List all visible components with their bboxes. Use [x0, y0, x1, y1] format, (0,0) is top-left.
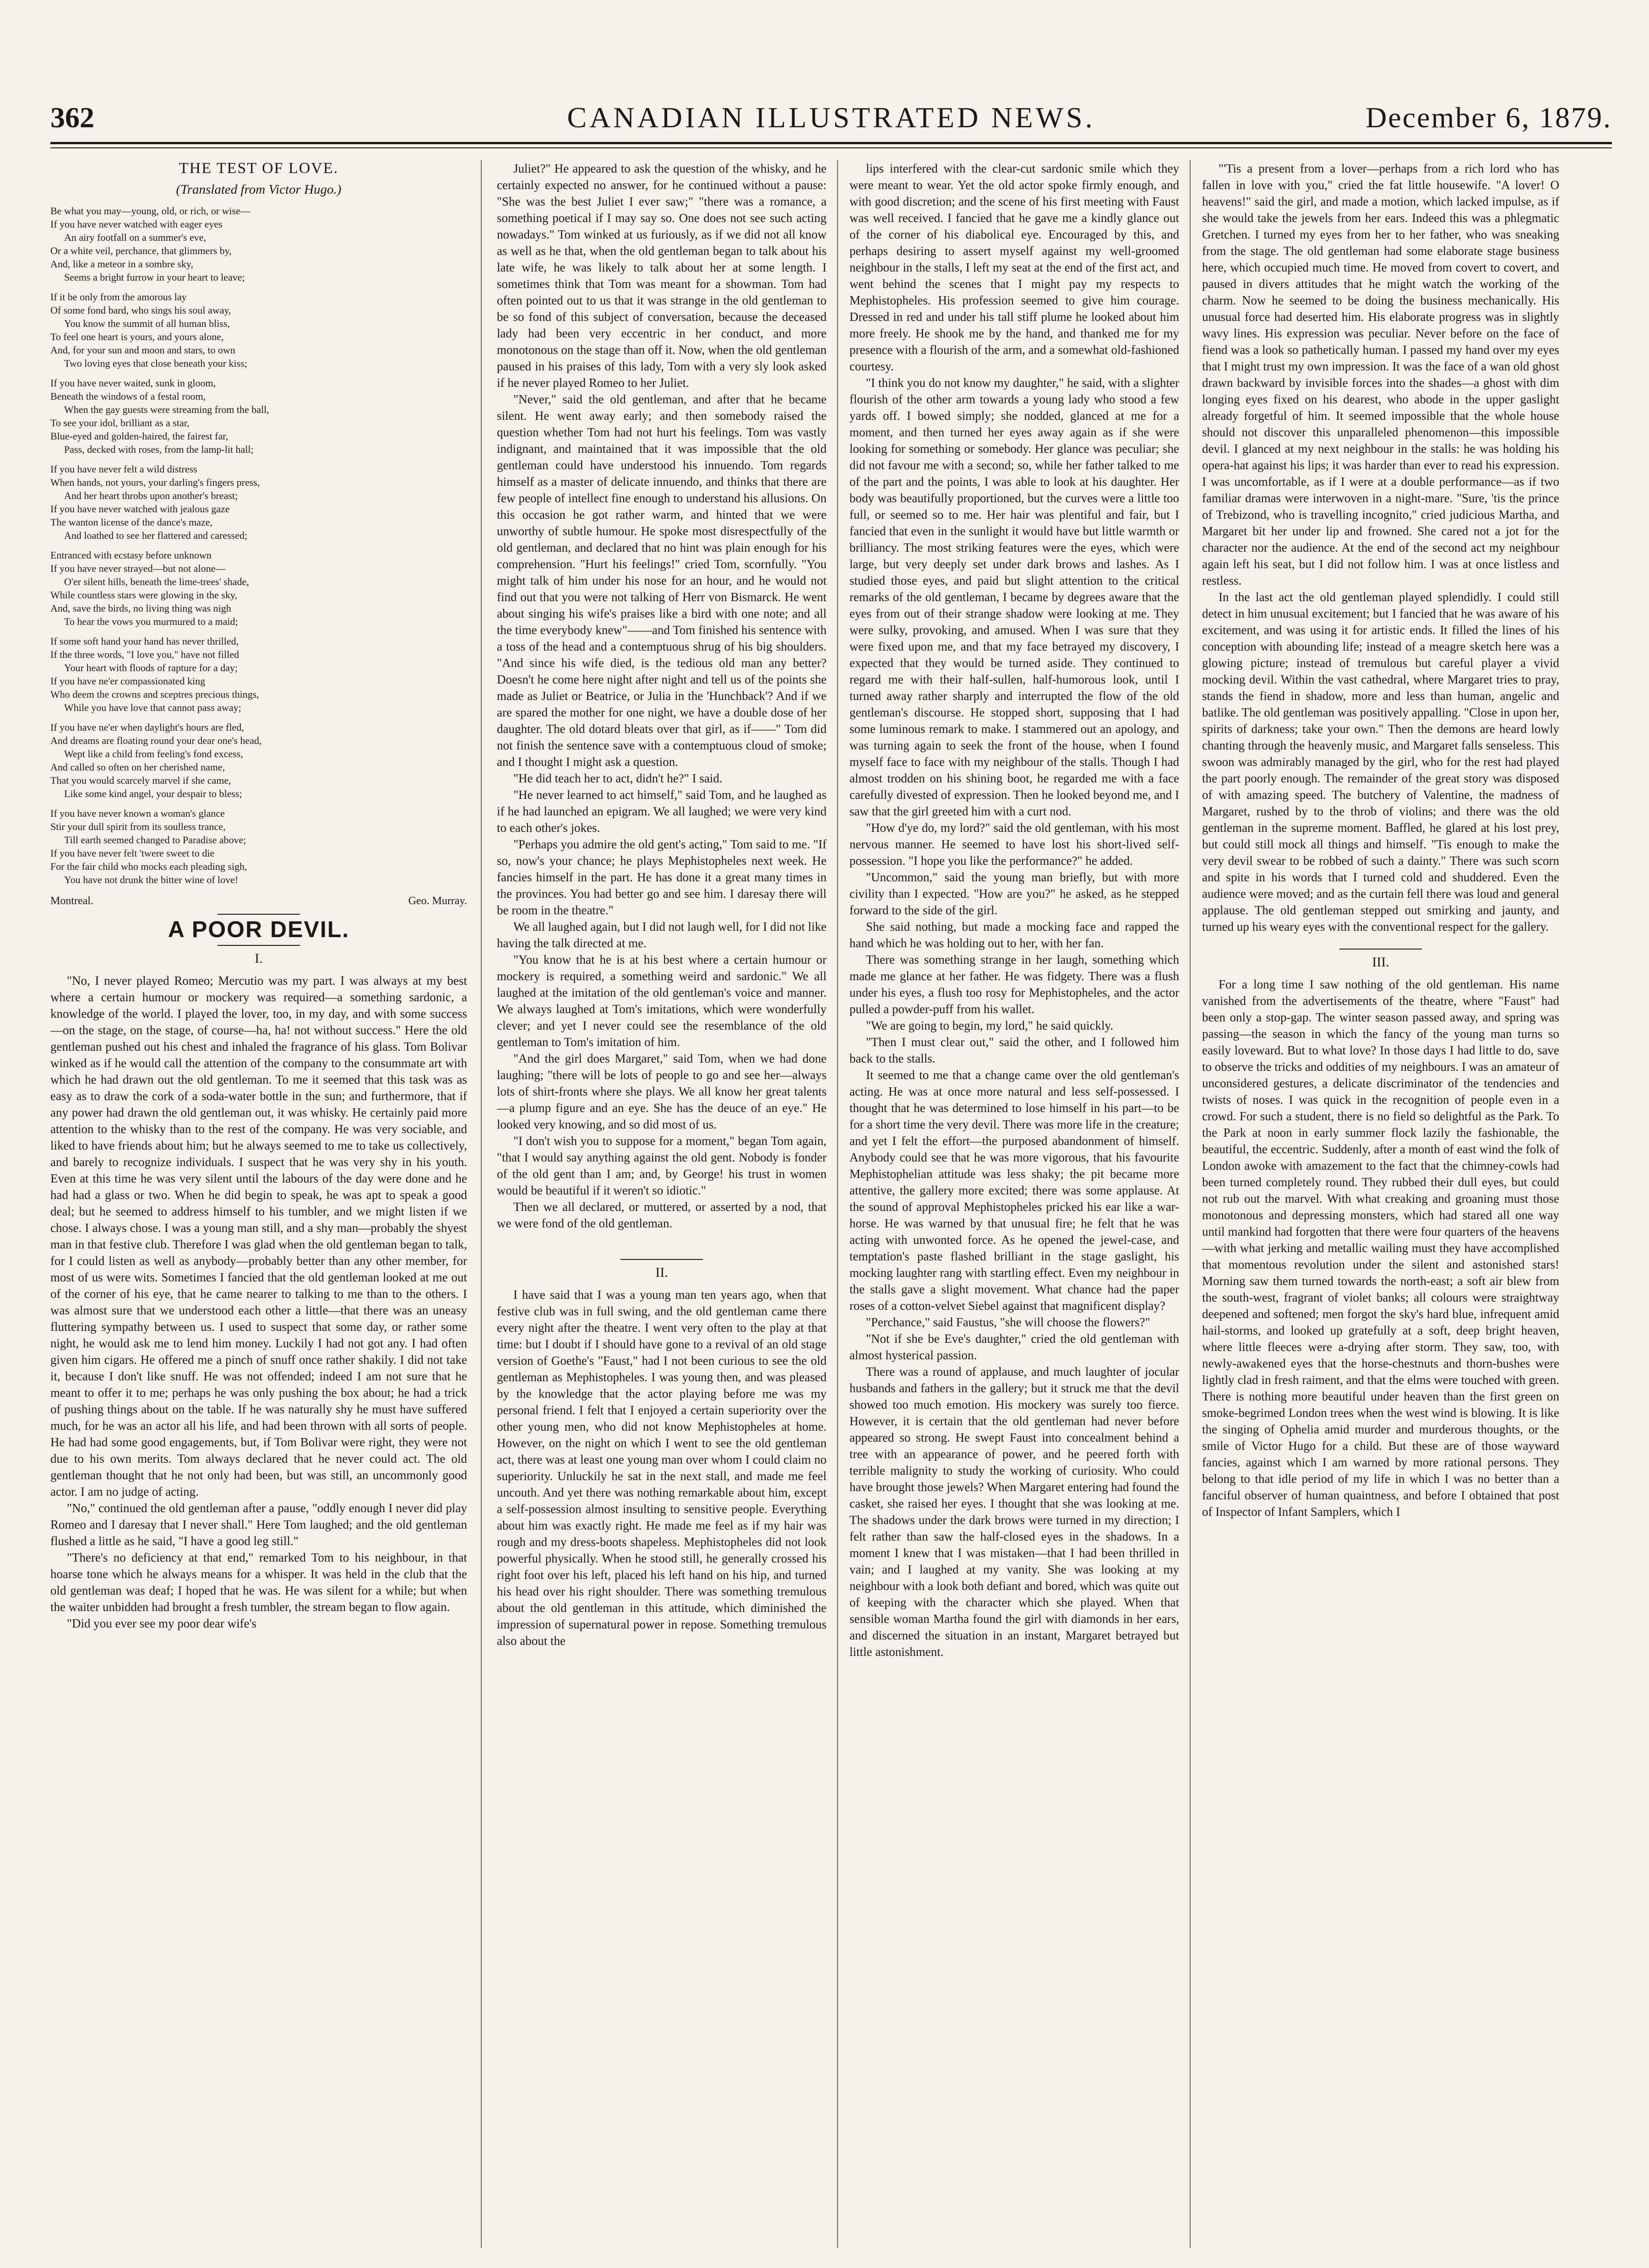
poem-line: While you have love that cannot pass away;	[64, 702, 241, 713]
column-2	[497, 160, 827, 2248]
poem-line: Blue-eyed and golden-haired, the fairest far,	[50, 430, 229, 442]
poem-line: If some soft hand your hand has never thrilled,	[50, 635, 239, 647]
poem-line: O'er silent hills, beneath the lime-trees' shade,	[64, 576, 249, 587]
paragraph: "No," continued the old gentleman after a pause, "oddly enough I never did play Romeo and I daresay that I never shall." Here Tom laughed; and the old gentleman flushed a little as he said, "I have a good leg still."	[50, 1501, 467, 1548]
paragraph: "And the girl does Margaret," said Tom, when we had done laughing; "there will be lots of people to go and see her—always lots of shirt-fronts where she plays. We all know her great talents—a plump figure and an eye. She has the deuce of an eye." He looked very knowing, and so did most of us.	[497, 1052, 827, 1131]
column-3	[849, 160, 1179, 2248]
publication-title: CANADIAN ILLUSTRATED NEWS.	[567, 101, 1095, 134]
separator-rule	[218, 945, 300, 946]
paragraph: "'Tis a present from a lover—perhaps from a rich lord who has fallen in love with you," cried the fat little housewife. "A lover! O heavens!" said the girl, and made a motion, which lacked impulse, as if she would take the jewels from her ears. Indeed this was a phlegmatic Gretchen. I turned my eyes from her to her father, who was sneaking from the stage. The old gentleman had some elaborate stage business here, which occupied much time. He moved from covert to covert, and paused in divers attitudes that he might watch the working of the charm. Now he seemed to be doing the business mechanically. His unusual force had deserted him. His elaborate progress was in slightly wavy lines. His expression was peculiar. Never before on the face of fiend was a look so pathetically human. I passed my hand over my eyes that I might trust my own impression. It was the face of a wan old ghost drawn backward by invisible forces into the shades—a ghost with dim longing eyes fixed on his dearest, who abode in the upper gaslight already forgetful of him. It seemed impossible that the whole house should not discover this unparalleled phenomenon—this impossible devil. I glanced at my next neighbour in the stalls: he was holding his opera-hat against his lips; it was harder than ever to read his expression. I was uncomfortable, as if I were at a double performance—as if two familiar dramas were interwoven in a night-mare. "Sure, 'tis the prince of Trebizond, who is travelling incognito," cried judicious Martha, and Margaret bit her under lip and frowned. She cared not a jot for the character nor the audience. At the end of the second act my neighbour again left his seat, but I did not follow him. I was at once listless and restless.	[1202, 162, 1559, 587]
poem-line: If you have never waited, sunk in gloom,	[50, 377, 216, 389]
issue-date: December 6, 1879.	[1366, 101, 1612, 134]
poem-line: While countless stars were glowing in the sky,	[50, 589, 237, 601]
poem-line: Who deem the crowns and sceptres precious things,	[50, 689, 259, 700]
paragraph: "How d'ye do, my lord?" said the old gentleman, with his most nervous manner. He seemed to have lost his short-lived self-possession. "I hope you like the performance?" he added.	[849, 821, 1179, 868]
poem-line: And her heart throbs upon another's breast;	[64, 490, 238, 501]
poem-line: If you have never felt a wild distress	[50, 463, 197, 475]
poem-line: If you have never watched with eager eyes	[50, 218, 223, 230]
paragraph: "Perhaps you admire the old gent's acting," Tom said to me. "If so, now's your chance; he plays Mephistopheles next week. He fancies himself in the part. He has done it a great many times in the provinces. You had better go and see him. I daresay there will be room in the theatre."	[497, 837, 827, 917]
paragraph: "I don't wish you to suppose for a moment," began Tom again, "that I would say anything against the old gent. Nobody is fonder of the old gent than I am; and, by George! his trust in women would be beautiful if it weren't so idiotic."	[497, 1134, 827, 1197]
paragraph: "Never," said the old gentleman, and after that he became silent. He went away early; and then somebody raised the question whether Tom had not hurt his feelings. Tom was vastly indignant, and maintained that it was impossible that the old gentleman could have understood his innuendo. Tom regards himself as a master of delicate innuendo, and thinks that there are few people of intellect fine enough to understand his allusions. On this occasion he got rather warm, and hinted that we were unworthy of subtle humour. He spoke most disrespectfully of the old gentleman, and declared that no hint was plain enough for his comprehension. "Hurt his feelings!" cried Tom, scornfully. "You might talk of him under his nose for an hour, and he would not find out that you were not talking of Herr von Bismarck. He went about singing his wife's praises like a bird with one note; and all the time everybody knew"——and Tom finished his sentence with a toss of the head and a contemptuous shrug of his big shoulders. "And since his wife died, is the tedious old man any better? Doesn't he come here night after night and tell us of the points she made as Juliet or Beatrice, or Julia in the 'Hunchback'? And if we are spared the mother for one night, we have a double dose of her daughter. The old dotard bleats over that girl, as if——" Tom did not finish the sentence save with a contemptuous cloud of smoke; and I thought I might ask a question.	[497, 392, 827, 769]
poem-line: To hear the vows you murmured to a maid;	[64, 616, 238, 627]
poem-stanza	[50, 548, 467, 628]
separator-rule	[1339, 949, 1422, 950]
poem-line: Entranced with ecstasy before unknown	[50, 549, 212, 561]
poem-line: For the fair child who mocks each pleading sigh,	[50, 861, 247, 872]
poem-line: Stir your dull spirit from its soulless trance,	[50, 821, 226, 832]
paragraph: "We are going to begin, my lord," he said quickly.	[866, 1019, 1113, 1032]
poem-line: Beneath the windows of a festal room,	[50, 391, 206, 402]
poem-title: THE TEST OF LOVE.	[179, 160, 339, 177]
poem-body	[50, 204, 467, 886]
paragraph: "You know that he is at his best where a certain humour or mockery is required, a something weird and sardonic." We all laughed at the imitation of the old gentleman's voice and manner. We always laughed at Tom's imitations, which were wonderfully clever; and yet I never could see the resemblance of the old gentleman to Tom's imitation of him.	[497, 953, 827, 1049]
poem-subtitle: (Translated from Victor Hugo.)	[176, 182, 342, 197]
poem-line: You know the summit of all human bliss,	[64, 318, 230, 329]
paragraph: "Uncommon," said the young man briefly, but with more civility than I expected. "How are you?" he asked, as he stepped forward to the side of the girl.	[849, 870, 1179, 917]
poem-line: Or a white veil, perchance, that glimmers by,	[50, 245, 232, 256]
paragraph: "Then I must clear out," said the other, and I followed him back to the stalls.	[849, 1035, 1179, 1065]
poem-place: Montreal.	[50, 895, 93, 907]
section-number-2: II.	[655, 1265, 668, 1280]
paragraph: "Did you ever see my poor dear wife's	[67, 1617, 257, 1630]
poem-line: And, like a meteor in a sombre sky,	[50, 258, 193, 270]
column-divider	[481, 160, 482, 2248]
column-1-text	[50, 972, 467, 1632]
poem-stanza	[50, 462, 467, 542]
poem-line: The wanton license of the dance's maze,	[50, 516, 212, 528]
paragraph: There was something strange in her laugh, something which made me glance at her father. He was fidgety. There was a flush under his eyes, a flush too rosy for Mephistopheles, and the actor pulled a powder-puff from his wallet.	[849, 953, 1179, 1016]
story-title: A POOR DEVIL.	[168, 917, 350, 942]
paragraph: For a long time I saw nothing of the old gentleman. His name vanished from the advertisements of the theatre, where "Faust" had been only a stop-gap. The winter season passed away, and spring was passing—the season in which the fancy of the young man turns so easily loveward. But to what love? In those days I had little to do, save to observe the tricks and oddities of my neighbours. I was an amateur of unconsidered gestures, a delicate discriminator of the tendencies and twists of noses. I was quick in the recognition of people even in a crowd. For such a student, there is no field so delightful as the Park. To the Park at noon in early summer flock lazily the fashionable, the beautiful, the eccentric. Suddenly, after a month of east wind the folk of London awoke with amazement to the fact that the chimney-cowls had been turned completely round. They rubbed their dull eyes, but could not rub out the marvel. With what creaking and groaning must those monotonous and depressing monsters, which had stared all one way until mankind had forgotten that there were four quarters of the heavens—with what jerking and metallic wailing must they have accomplished that momentous revolution under the silent and astonished stars! Morning saw them turned towards the north-east; a soft air blew from the south-west, fragrant of violet banks; all colours were straightway deepened and softened; men forgot the sky's hard blue, infrequent amid hail-storms, and looked up gratefully at a soft, deep bright heaven, where little fleeces were a-drying after storm. They saw, too, with newly-awakened eyes that the horse-chestnuts and thorn-bushes were lightly clad in fresh raiment, and that the elms were touched with green. There is nothing more beautiful under heaven than the first green on smoke-begrimed London trees when the west wind is blowing. It is like the singing of Ophelia amid murder and murderous thoughts, or the smile of Victor Hugo for a child. But these are of those wayward fancies, against which I am warned by more rational persons. They belong to that idle period of my life in which I was no better than a fanciful observer of human quaintness, and before I obtained that post of Inspector of Infant Samplers, which I	[1202, 977, 1559, 1519]
poem-stanza	[50, 721, 467, 800]
poem-line: Like some kind angel, your despair to bless;	[64, 788, 242, 799]
column-4	[1202, 160, 1559, 2248]
poem-line: When the gay guests were streaming from the ball,	[64, 404, 269, 415]
paragraph: Then we all declared, or muttered, or asserted by a nod, that we were fond of the old gentleman.	[497, 1200, 827, 1230]
column-2-text-continued	[497, 1286, 827, 1649]
poem-signature	[50, 893, 467, 909]
poem-line: And, for your sun and moon and stars, to own	[50, 344, 235, 356]
poem-stanza	[50, 635, 467, 714]
poem-stanza	[50, 204, 467, 284]
poem-line: And loathed to see her flattered and caressed;	[64, 530, 248, 541]
poem-author: Geo. Murray.	[408, 895, 467, 907]
poem-line: To see your idol, brilliant as a star,	[50, 417, 190, 429]
poem-line: Wept like a child from feeling's fond excess,	[64, 748, 243, 760]
masthead-rule-thin	[50, 147, 1612, 148]
paragraph: "There's no deficiency at that end," remarked Tom to his neighbour, in that hoarse tone which he always means for a whisper. It was held in the club that the old gentleman was deaf; I hoped that he was. He was silent for a while; but when the waiter unbidden had brought a fresh tumbler, the stream began to flow again.	[50, 1551, 467, 1614]
paragraph: I have said that I was a young man ten years ago, when that festive club was in full swing, and the old gentleman came there every night after the theatre. I went very often to the play at that time: but I doubt if I should have gone to a revival of an old stage version of Goethe's "Faust," had I not been curious to see the old gentleman as Mephistopheles. I was young then, and was pleased by the knowledge that the actor playing before me was my personal friend. I felt that I enjoyed a certain superiority over the other young men, who did not know Mephistopheles at home. However, on the night on which I went to see the old gentleman act, there was at least one young man over whom I could claim no superiority. Unluckily he sat in the next stall, and made me feel uncouth. And yet there was nothing remarkable about him, except a self-possession almost insulting to sensitive people. Everything about him was exactly right. He made me feel as if my hair was rough and my dress-boots shapeless. Mephistopheles did not look powerful physically. When he stood still, he generally crossed his right foot over his left, placed his left hand on his hip, and turned his head over his right shoulder. There was something tremulous about the old gentleman in this attitude, which diminished the impression of supernatural power in repose. Something tremulous also about the	[497, 1288, 827, 1648]
paragraph: It seemed to me that a change came over the old gentleman's acting. He was at once more natural and less self-possessed. I thought that he was determined to lose himself in his part—to be for a short time the very devil. There was more life in the creature; and yet I felt the effort—the purposed abandonment of himself. Anybody could see that he was more vigorous, that his favourite Mephistophelian attitude was less shaky; the pit became more attentive, the gallery more excited; there was some applause. At the sound of approval Mephistopheles pricked his ear like a war-horse. He was warned by that unusual fire; he felt that he was acting with unwonted force. As he opened the jewel-case, and temptation's paste flashed brilliant in the stage gaslight, his mocking laughter rang with startling effect. Even my neighbour in the stalls gave a slight movement. What chance had the paper roses of a cotton-velvet Siebel against that magnificent display?	[849, 1068, 1179, 1313]
poem-line: Be what you may—young, old, or rich, or wise—	[50, 205, 250, 217]
separator-rule	[218, 914, 300, 915]
section-number-1: I.	[255, 951, 263, 966]
paragraph: "No, I never played Romeo; Mercutio was my part. I was always at my best where a certain humour or mockery was required—a something sardonic, a knowledge of the world. I played the lover, too, in my day, and with some success—on the stage, on the stage, of course—ha, ha! not without success." Here the old gentleman pushed out his chest and inhaled the fragrance of his glass. Tom Bolivar winked as if he would call the attention of the company to the consummate art with which he had drawn out the old gentleman. To me it seemed that this task was as easy as to draw the cork of a soda-water bottle in the sun; and furthermore, that if any power had drawn the old gentleman out, it was whisky. He certainly paid more attention to the whisky than to the rest of the company. He was very sociable, and liked to have friends about him; but he always seemed to me to take us collectively, and barely to recognize individuals. I suspect that he was very shy in his youth. Even at this time he was very silent until the labours of the day were done and he had had a glass or two. When he did begin to speak, he was apt to speak a good deal; but he seemed to address himself to his tumbler, and we might listen if we chose. I always chose. I was a young man still, and a shy man—probably the shyest man in that festive club. Therefore I was glad when the old gentleman began to talk, for I could listen as well as anybody—probably better than any other member, for most of us were wits. Sometimes I fancied that the old gentleman looked at me out of the corner of his eye, that he came nearer to talking to me than to the others. I was almost sure that we understood each other a little—that there was an uneasy fluttering sympathy between us. I used to suspect that some day, or rather some night, he would ask me to lend him money. Luckily I had not got any. I had often given him cigars. He offered me a pinch of snuff once rather shakily. I did not take it, because I don't like snuff. He was not offended; indeed I am not sure that he meant to offer it to me; perhaps he was only pushing the box about; he had a trick of pushing things about on the table. If he was naturally shy he must have suffered much, for he was an actor all his life, and had been thrown with all sorts of people. He had had some good engagements, but, if Tom Bolivar were right, they were not due to his own merits. Tom always declared that he never could act. The old gentleman thought that he not only had been, but was still, an uncommonly good actor. I am no judge of acting.	[50, 974, 467, 1498]
poem-line: Two loving eyes that close beneath your kiss;	[64, 358, 247, 369]
poem-line: Your heart with floods of rapture for a day;	[64, 662, 238, 673]
poem-line: If you have never strayed—but not alone—	[50, 563, 226, 574]
paragraph: "Perchance," said Faustus, "she will choose the flowers?"	[866, 1315, 1150, 1329]
masthead	[50, 101, 1612, 137]
poem-line: You have not drunk the bitter wine of love!	[64, 874, 239, 885]
poem-line: And called so often on her cherished name,	[50, 761, 225, 773]
poem-line: And dreams are floating round your dear one's head,	[50, 735, 262, 746]
column-4-text-continued	[1202, 976, 1559, 1520]
poem-line: If you have never watched with jealous gaze	[50, 503, 230, 515]
paragraph: "Not if she be Eve's daughter," cried the old gentleman with almost hysterical passion.	[849, 1332, 1179, 1362]
paragraph: "He never learned to act himself," said Tom, and he laughed as if he had launched an epigram. We all laughed; we were very kind to each other's jokes.	[497, 788, 827, 835]
poem-line: If you have never felt 'twere sweet to die	[50, 847, 215, 859]
column-divider	[837, 160, 838, 2248]
column-1	[50, 160, 467, 2248]
poem-line: Of some fond bard, who sings his soul away,	[50, 304, 231, 316]
masthead-rule	[50, 142, 1612, 144]
poem-line: To feel one heart is yours, and yours alone,	[50, 331, 224, 342]
poem-line: If you have never known a woman's glance	[50, 808, 225, 819]
paragraph: There was a round of applause, and much laughter of jocular husbands and fathers in the gallery; but it struck me that the devil showed too much emotion. His mockery was surely too fierce. However, it is certain that the old gentleman had never before appeared so strong. He swept Faust into concealment behind a tree with an appearance of power, and he peered forth with terrible malignity to study the working of curiosity. Who could have brought those jewels? When Margaret entering had found the casket, she raised her eyes. I thought that she was looking at me. The shadows under the dark brows were turned in my direction; I felt rather than saw the half-closed eyes in the shadows. In a moment I knew that I was mistaken—that I had been thrilled in vain; and I laughed at my vanity. She was looking at my neighbour with a look both defiant and bored, which was quite out of keeping with the character which she played. When that sensible woman Martha found the girl with diamonds in her ears, and discerned the situation in an instant, Margaret betrayed but little astonishment.	[849, 1365, 1179, 1659]
poem-line: If it be only from the amorous lay	[50, 291, 187, 303]
paragraph: "He did teach her to act, didn't he?" I said.	[513, 771, 723, 785]
poem-stanza	[50, 290, 467, 370]
separator-rule	[620, 1259, 703, 1260]
column-4-text	[1202, 160, 1559, 935]
poem-line: Pass, decked with roses, from the lamp-lit hall;	[64, 444, 254, 455]
column-2-text	[497, 160, 827, 1232]
poem-line: When hands, not yours, your darling's fingers press,	[50, 477, 260, 488]
page-number: 362	[50, 101, 94, 134]
paragraph: Juliet?" He appeared to ask the question of the whisky, and he certainly expected no answer, for he continued without a pause: "She was the best Juliet I ever saw;" "there was a romance, a something poetical if I may say so. One does not see such acting nowadays." Tom winked at us furiously, as if we did not all know as well as he that, when the old gentleman began to talk about his late wife, he was likely to talk about her at some length. I sometimes think that Tom was meant for a showman. Tom had often pointed out to us that it was strange in the old gentleman to be so fond of this subject of conversation, because the deceased lady had been very eccentric in her conduct, and more monotonous on the stage than off it. Now, when the old gentleman paused in his praises of this lady, Tom with a very sly look asked if he never played Romeo to her Juliet.	[497, 162, 827, 390]
paragraph: lips interfered with the clear-cut sardonic smile which they were meant to wear. Yet the old actor spoke firmly enough, and with good discretion; and the scene of his first meeting with Faust was well received. I fancied that he gave me a kindly glance out of the corner of his diabolical eye. Encouraged by this, and perhaps desiring to assert myself against my well-groomed neighbour in the stalls, I left my seat at the end of the first act, and went behind the scenes that I might pay my respects to Mephistopheles. His profession seemed to give him courage. Dressed in red and under his tall stiff plume he looked about him more freely. He shook me by the hand, and thanked me for my presence with a flourish of the arm, and a somewhat old-fashioned courtesy.	[849, 162, 1179, 373]
poem-line: Seems a bright furrow in your heart to leave;	[64, 271, 245, 283]
paragraph: In the last act the old gentleman played splendidly. I could still detect in him unusual excitement; but I fancied that he was aware of his excitement, and was using it for artistic ends. It filled the lines of his conception with abounding life; instead of a meagre sketch here was a glowing picture; instead of tremulous but careful player a vivid mocking devil. Within the vast cathedral, where Margaret tries to pray, stands the fiend in shadow, more and less than human, angelic and batlike. The old gentleman was positively appalling. "Close in upon her, spirits of darkness; take your own." Then the demons are heard lowly chanting through the heavenly music, and Margaret falls senseless. This swoon was admirably managed by the girl, who for the rest had played the part poorly enough. The remainder of the great story was disposed of with amazing speed. The butchery of Valentine, the madness of Margaret, rushed by to the throb of violins; and there was the old gentleman in the supreme moment. Baffled, he glared at his lost prey, but could still mock all things and himself. "Tis enough to make the very devil swear to be robbed of such a dainty." There was such scorn and spite in his words that I turned cold and shuddered. Even the audience were moved; and as the curtain fell there was loud and general applause. The old gentleman stepped out smirking and jaunty, and turned up his weary eyes with the conventional respect for the gallery.	[1202, 590, 1559, 933]
paragraph: "I think you do not know my daughter," he said, with a slighter flourish of the other arm towards a young lady who stood a few yards off. I bowed simply; she nodded, glanced at me for a moment, and then turned her eyes away again as if she were looking for something or somebody. Her glance was peculiar; she did not favour me with a second; so, while her father talked to me of the part and the points, I was able to look at his daughter. Her body was beautifully proportioned, but the curves were a little too full, or seemed so to me. Her hair was plentiful and fair, but I fancied that even in the sunlight it would have but little warmth or brilliancy. The most striking features were the eyes, which were large, but very deeply set under dark brows and lashes. As I studied those eyes, and paid but slight attention to the critical remarks of the old gentleman, I became by degrees aware that the eyes from out of their strange shadow were looking at me. They were sulky, provoking, and amused. When I was sure that they were fixed upon me, and that my face betrayed my discovery, I expected that they would be turned aside. They continued to regard me with their half-sullen, half-humorous look, until I turned away rather sharply and interrupted the flow of the old gentleman's discourse. He stopped short, supposing that I had some luminous remark to make. I stammered out an apology, and was turning again to seek the front of the house, when I found myself face to face with my neighbour of the stalls. Though I had almost trodden on his shining boot, he regarded me with a face carefully divested of expression. Then he looked beyond me, and I saw that the girl greeted him with a curt nod.	[849, 376, 1179, 818]
column-3-text	[849, 160, 1179, 1660]
poem-line: An airy footfall on a summer's eve,	[64, 232, 207, 243]
poem-stanza	[50, 807, 467, 886]
column-divider	[1190, 160, 1191, 2248]
poem-line: If the three words, "I love you," have not filled	[50, 649, 239, 660]
section-number-3: III.	[1372, 955, 1389, 970]
poem-stanza	[50, 376, 467, 456]
poem-line: That you would scarcely marvel if she came,	[50, 775, 231, 786]
paragraph: She said nothing, but made a mocking face and rapped the hand which he was holding out to her, with her fan.	[849, 920, 1179, 950]
poem-line: If you have ne'er compassionated king	[50, 675, 206, 687]
poem-line: And, save the birds, no living thing was nigh	[50, 602, 231, 614]
poem-line: Till earth seemed changed to Paradise above;	[64, 834, 246, 846]
poem-line: If you have ne'er when daylight's hours are fled,	[50, 722, 244, 733]
paragraph: We all laughed again, but I did not laugh well, for I did not like having the talk directed at me.	[497, 920, 827, 950]
